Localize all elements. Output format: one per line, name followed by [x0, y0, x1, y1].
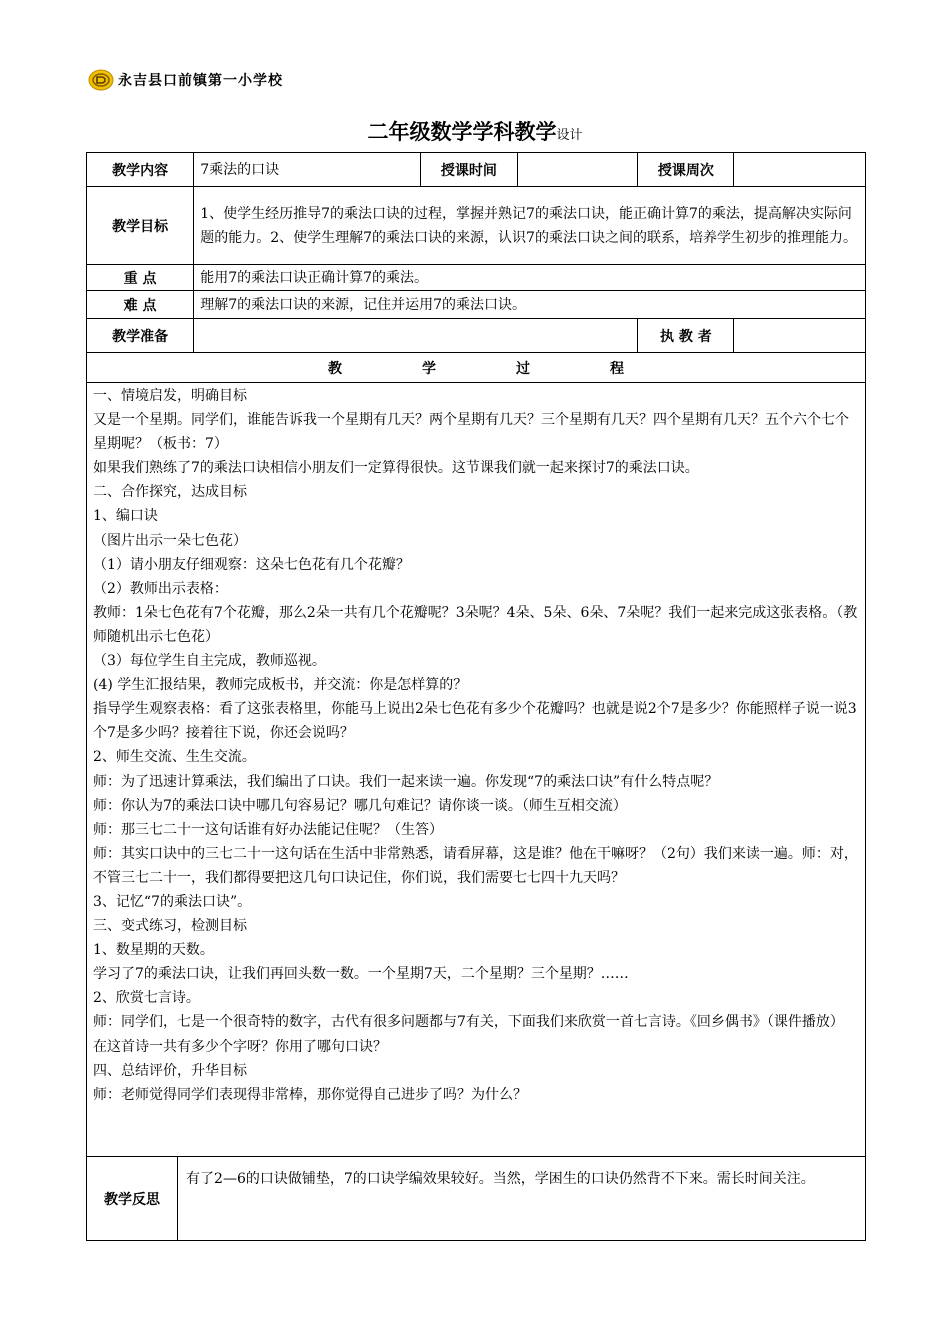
title-main: 数学学科教学: [430, 120, 557, 144]
process-line: 师：老师觉得同学们表现得非常棒，那你觉得自己进步了吗？为什么？: [93, 1086, 527, 1103]
label-difficult: 难 点: [87, 291, 194, 319]
value-content: 7乘法的口诀: [194, 153, 421, 187]
process-line: 如果我们熟练了7的乘法口诀相信小朋友们一定算得很快。这节课我们就一起来探讨7的乘法口诀。: [93, 460, 699, 477]
process-line: 1、编口诀: [93, 508, 158, 525]
value-prep: [194, 319, 638, 353]
process-line: 三、变式练习，检测目标: [93, 918, 247, 935]
label-goal: 教学目标: [87, 187, 194, 265]
title-grade: 二年级: [367, 120, 431, 144]
process-line: 师：那三七二十一这句话谁有好办法能记住呢？（生答）: [93, 821, 443, 838]
school-logo-icon: [88, 68, 116, 92]
process-line: 学习了7的乘法口诀，让我们再回头数一数。一个星期7天，二个星期？三个星期？……: [93, 966, 629, 983]
label-week: 授课周次: [638, 153, 734, 187]
process-line: （3）每位学生自主完成，教师巡视。: [93, 653, 326, 670]
process-line: (4) 学生汇报结果，教师完成板书，并交流：你是怎样算的？: [93, 677, 468, 694]
process-body: [87, 383, 866, 1157]
process-heading-char: 学: [422, 360, 436, 377]
label-key: 重 点: [87, 265, 194, 291]
label-prep: 教学准备: [87, 319, 194, 353]
row-goal: [87, 187, 866, 265]
title-suffix: 设计: [556, 128, 583, 143]
value-week: [734, 153, 866, 187]
value-reflect: 有了2—6的口诀做铺垫，7的口诀学编效果较好。当然，学困生的口诀仍然背不下来。需长时间关注。: [178, 1157, 866, 1241]
value-key: 能用7的乘法口诀正确计算7的乘法。: [194, 265, 866, 291]
process-line: 又是一个星期。同学们，谁能告诉我一个星期有几天？两个星期有几天？三个星期有几天？四个星期有几天？五个六个七个星期呢？（板书：7）: [93, 412, 849, 453]
school-name: 永吉县口前镇第一小学校: [118, 73, 283, 89]
process-line: 2、师生交流、生生交流。: [93, 749, 256, 766]
process-line: （图片出示一朵七色花）: [93, 532, 247, 549]
process-line: 指导学生观察表格：看了这张表格里，你能马上说出2朵七色花有多少个花瓣吗？也就是说2个7是多少？你能照样子说一说3个7是多少吗？接着往下说，你还会说吗？: [93, 701, 857, 742]
row-difficult: [87, 291, 866, 319]
process-line: 二、合作探究，达成目标: [93, 484, 247, 501]
process-line: 教师：1朵七色花有7个花瓣，那么2朵一共有几个花瓣呢？3朵呢？4朵、5朵、6朵、7朵呢？我们一起来完成这张表格。（教师随机出示七色花）: [93, 604, 858, 645]
process-line: 师：其实口诀中的三七二十一这句话在生活中非常熟悉，请看屏幕，这是谁？他在干嘛呀？（2句）我们来读一遍。师：对，不管三七二十一，我们都得要把这几句口诀记住，你们说，我们需要七七四十九天吗？: [93, 845, 858, 886]
value-time: [517, 153, 637, 187]
label-content: 教学内容: [87, 153, 194, 187]
row-process-heading: [87, 353, 866, 383]
school-header: [88, 66, 283, 94]
process-line: （1）请小朋友仔细观察：这朵七色花有几个花瓣？: [93, 556, 410, 573]
process-line: 师：你认为7的乘法口诀中哪几句容易记？哪几句难记？请你谈一谈。（师生互相交流）: [93, 797, 627, 814]
process-heading-char: 过: [516, 360, 530, 377]
process-line: （2）教师出示表格：: [93, 580, 228, 597]
process-line: 师：为了迅速计算乘法，我们编出了口诀。我们一起来读一遍。你发现“7的乘法口诀”有什么特点呢？: [93, 773, 719, 790]
value-difficult: 理解7的乘法口诀的来源，记住并运用7的乘法口诀。: [194, 291, 866, 319]
process-line: 四、总结评价，升华目标: [93, 1062, 247, 1079]
row-reflect: [87, 1157, 866, 1241]
value-goal: 1、使学生经历推导7的乘法口诀的过程，掌握并熟记7的乘法口诀，能正确计算7的乘法，提高解决实际问题的能力。2、使学生理解7的乘法口诀的来源，认识7的乘法口诀之间的联系，培养学生初步的推理能力。: [194, 187, 866, 265]
row-key: [87, 265, 866, 291]
process-line: 3、记忆“7的乘法口诀”。: [93, 893, 252, 910]
label-reflect: 教学反思: [87, 1157, 178, 1241]
process-heading-char: 程: [610, 360, 624, 377]
row-prep: [87, 319, 866, 353]
process-line: 2、欣赏七言诗。: [93, 990, 200, 1007]
process-line: 在这首诗一共有多少个字呀？你用了哪句口诀？: [93, 1038, 387, 1055]
document-title: [0, 116, 950, 146]
process-line: 一、情境启发，明确目标: [93, 388, 247, 404]
value-teacher: [734, 319, 866, 353]
lesson-plan-table: [86, 152, 866, 1241]
label-teacher: 执 教 者: [638, 319, 734, 353]
row-process-body: [87, 383, 866, 1157]
label-time: 授课时间: [420, 153, 517, 187]
process-line: 师：同学们，七是一个很奇特的数字，古代有很多问题都与7有关，下面我们来欣赏一首七言诗。《回乡偶书》（课件播放）: [93, 1014, 844, 1031]
row-content: [87, 153, 866, 187]
process-heading: [87, 353, 866, 383]
process-heading-char: 教: [328, 360, 342, 377]
process-line: 1、数星期的天数。: [93, 942, 214, 959]
